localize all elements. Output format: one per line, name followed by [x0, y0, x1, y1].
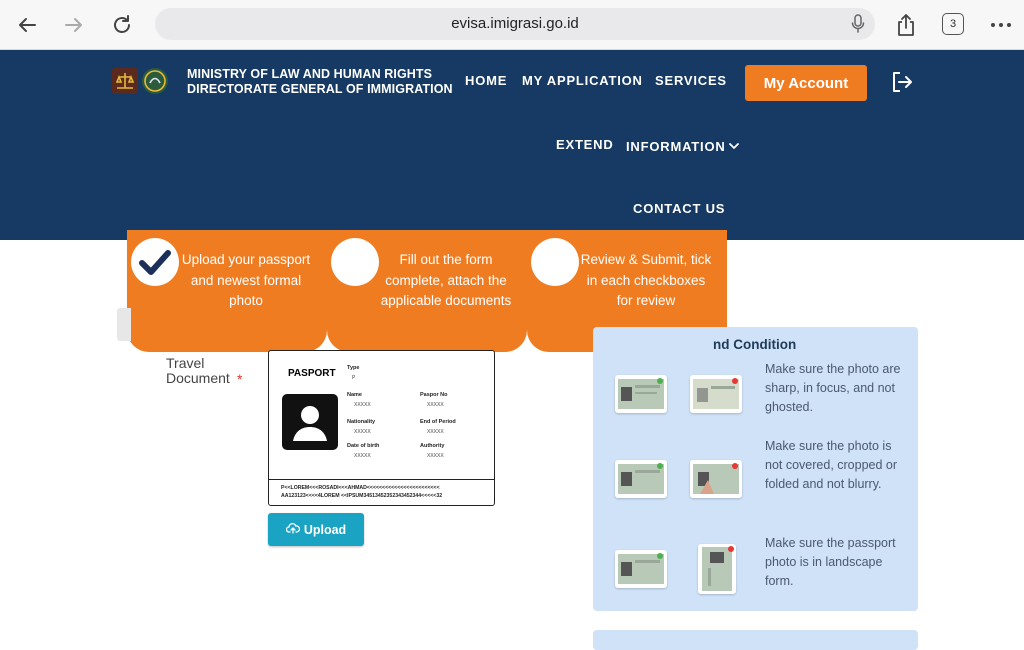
upload-label: Upload [303, 522, 347, 537]
checkmark-icon [131, 238, 179, 286]
step-1-indicator [131, 238, 179, 286]
end-of-period-value: XXXXX [427, 429, 444, 435]
url-text: evisa.imigrasi.go.id [451, 15, 579, 32]
step-2-indicator [331, 238, 379, 286]
logout-icon[interactable] [890, 70, 914, 99]
cloud-upload-icon [286, 522, 300, 537]
travel-document-label [166, 356, 246, 386]
end-of-period-label: End of Period [420, 419, 456, 425]
tabs-button[interactable]: 3 [942, 13, 964, 35]
org-line-1: MINISTRY OF LAW AND HUMAN RIGHTS [187, 67, 433, 81]
name-label: Name [347, 392, 362, 398]
nationality-value: XXXXX [354, 429, 371, 435]
paspor-no-value: XXXXX [427, 402, 444, 408]
passport-title: PASPORT [288, 368, 336, 379]
paspor-no-label: Paspor No [420, 392, 448, 398]
next-panel-edge [593, 630, 918, 650]
microphone-icon[interactable] [851, 14, 865, 39]
logos [112, 68, 168, 94]
step-card-upload [127, 230, 327, 352]
required-mark: * [237, 371, 243, 387]
chevron-down-icon [729, 137, 739, 155]
browser-toolbar [0, 0, 1024, 50]
mrz-line-2: AA123123<<<<4LOREM <<IPSUM34513452352343452344<<<<<32 [281, 493, 443, 499]
site-header [0, 50, 1024, 240]
rule-2: Make sure the photo is not covered, cropped or folded and not blurry. [765, 439, 898, 491]
nationality-label: Nationality [347, 419, 376, 425]
type-value: P [352, 375, 356, 381]
step-3-indicator [531, 238, 579, 286]
nav-home[interactable]: HOME [465, 73, 508, 88]
field-label-text: Travel Document [166, 355, 230, 386]
reload-icon[interactable] [107, 10, 137, 40]
terms-title: nd Condition [713, 337, 797, 352]
step-1-text: Upload your passport and newest formal photo [181, 252, 311, 308]
immigration-logo [142, 68, 168, 94]
bad-photo-example-2 [690, 460, 742, 498]
dob-value: XXXXX [354, 453, 371, 459]
passport-sample-image[interactable] [268, 350, 495, 506]
rule-3: Make sure the passport photo is in landscape form. [765, 536, 896, 588]
organization-name [187, 67, 453, 97]
nav-extend[interactable]: EXTEND [556, 137, 614, 152]
step-2-text: Fill out the form complete, attach the applicable documents [380, 252, 512, 308]
good-photo-example-3 [615, 550, 667, 588]
nav-services[interactable]: SERVICES [655, 73, 727, 88]
rule-1: Make sure the photo are sharp, in focus, and not ghosted. [765, 362, 901, 414]
upload-button[interactable] [268, 513, 364, 546]
partially-hidden-tab [117, 308, 131, 341]
bad-photo-example-3 [698, 544, 736, 594]
name-value: XXXXX [354, 402, 371, 408]
authority-value: XXXXX [427, 453, 444, 459]
good-photo-example-2 [615, 460, 667, 498]
type-label: Type [347, 365, 360, 371]
passport-divider [269, 479, 494, 480]
forward-icon[interactable] [59, 10, 89, 40]
dob-label: Date of birth [347, 443, 380, 449]
authority-label: Authority [420, 443, 445, 449]
mrz-line-1: P<<LOREM<<<ROSADI<<<AHMAD<<<<<<<<<<<<<<<<<<<<<<<< [281, 485, 440, 491]
share-icon[interactable] [891, 10, 921, 40]
good-photo-example-1 [615, 375, 667, 413]
address-bar[interactable] [155, 8, 875, 40]
step-3-text: Review & Submit, tick in each checkboxes for review [580, 252, 712, 308]
ministry-logo [112, 68, 138, 94]
more-icon[interactable] [986, 10, 1016, 40]
back-icon[interactable] [12, 10, 42, 40]
nav-my-application[interactable]: MY APPLICATION [522, 73, 643, 88]
bad-photo-example-1 [690, 375, 742, 413]
person-icon [282, 394, 338, 450]
terms-panel [593, 327, 918, 611]
nav-information-label: INFORMATION [626, 138, 726, 154]
org-line-2: DIRECTORATE GENERAL OF IMMIGRATION [187, 82, 453, 96]
my-account-button[interactable]: My Account [745, 65, 867, 101]
nav-information[interactable] [626, 137, 739, 155]
step-card-fill-form [327, 230, 527, 352]
nav-contact-us[interactable]: CONTACT US [633, 201, 726, 216]
